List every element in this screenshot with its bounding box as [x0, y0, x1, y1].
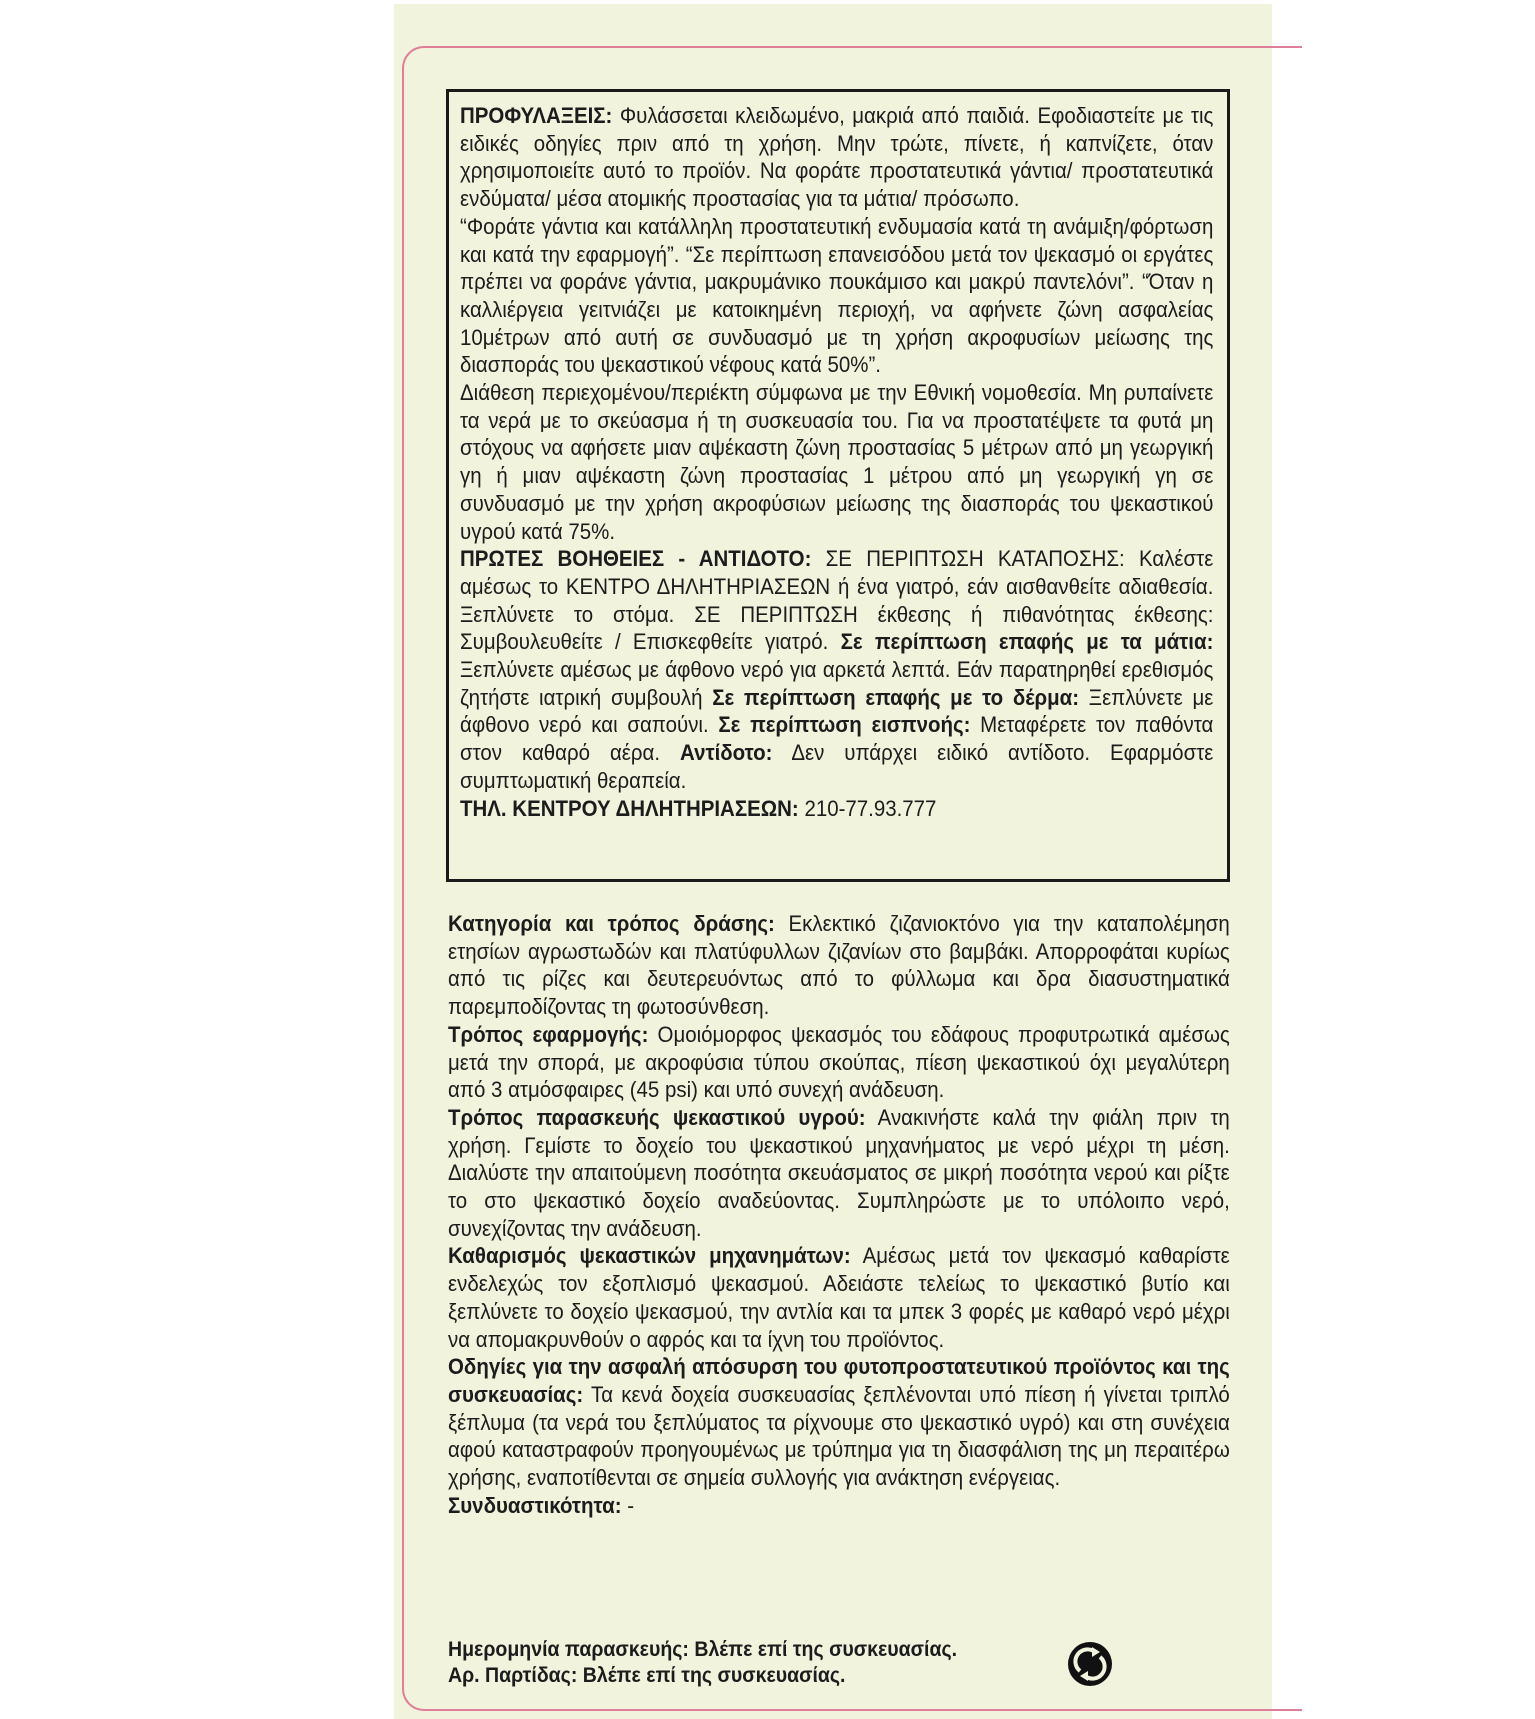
antidote-label: Αντίδοτο: [680, 740, 773, 766]
category-label: Κατηγορία και τρόπος δράσης: [448, 911, 775, 936]
recycle-icon [1067, 1641, 1113, 1687]
precautions-box [446, 89, 1230, 882]
ppe-paragraph: “Φοράτε γάντια και κατάλληλη προστατευτική ενδυμασία κατά τη ανάμιξη/φόρτωση και κατά την εφαρμογή”. “Σε περίπτωση επανεισόδου μετά τον ψεκασμό οι εργάτες πρέπει να φοράνε γάντια, μακρυμάνικο πουκάμισο και μακρύ παντελόνι”. “Όταν η καλλιέργεια γειτνιάζει με κατοικημένη περιοχή, να αφήνετε ζώνη ασφαλείας 10μέτρων από αυτή σε συνδυασμό με τη χρήση ακροφυσίων μείωσης της διασποράς του ψεκαστικού νέφους κατά 50%”. [460, 213, 1214, 378]
antidote-text: Δεν υπάρχει ειδικό αντίδοτο. Εφαρμόστε συμπτωματική θεραπεία. [460, 740, 1214, 793]
first-aid-text: ΣΕ ΠΕΡΙΠΤΩΣΗ ΚΑΤΑΠΟΣΗΣ: Καλέστε αμέσως το ΚΕΝΤΡΟ ΔΗΛΗΤΗΡΙΑΣΕΩΝ ή ένα γιατρό, εάν αισθανθείτε αδιαθεσία. Ξεπλύνετε το στόμα. ΣΕ ΠΕΡΙΠΤΩΣΗ έκθεσης ή πιθανότητας έκθεσης: Συμβουλευθείτε / Επισκεφθείτε γιατρό. [460, 546, 1214, 655]
preparation-label: Τρόπος παρασκευής ψεκαστικού υγρού: [448, 1104, 866, 1130]
preparation-paragraph [448, 1104, 1230, 1243]
compatibility-label: Συνδυαστικότητα: [448, 1492, 622, 1518]
safe-disposal-text: Τα κενά δοχεία συσκευασίας ξεπλένονται υπό πίεση ή γίνεται τριπλό ξέπλυμα (τα νερά του ξεπλύματος τα ρίχνουμε στο ψεκαστικό υγρό) και στη συνέχεια αφού καταστραφούν προηγουμένως με τρύπημα για τη διασφάλιση της μη περαιτέρω χρήσης, εναποτίθενται σε σημεία συλλογής για ανάκτηση ενέργειας. [448, 1381, 1230, 1491]
inhalation-label: Σε περίπτωση εισπνοής: [718, 712, 971, 738]
cleaning-label: Καθαρισμός ψεκαστικών μηχανημάτων: [448, 1243, 851, 1269]
compatibility-paragraph [448, 1492, 1230, 1520]
cleaning-paragraph [448, 1242, 1230, 1353]
category-paragraph [448, 910, 1230, 1021]
eyes-label: Σε περίπτωση επαφής με τα μάτια: [840, 629, 1214, 655]
footer [448, 1637, 1048, 1689]
eyes-text: Ξεπλύνετε αμέσως με άφθονο νερό για αρκετά λεπτά. Εάν παρατηρηθεί ερεθισμός ζητήστε ιατρική συμβουλή [460, 657, 1214, 710]
poison-center-line [460, 795, 1213, 823]
cleaning-text: Αμέσως μετά τον ψεκασμό καθαρίστε ενδελεχώς τον εξοπλισμό ψεκασμού. Αδειάστε τελείως το ψεκαστικό βυτίο και ξεπλύνετε το δοχείο ψεκασμού, την αντλία και τα μπεκ 3 φορές με καθαρό νερό μέχρι να απομακρυνθούν ο αφρός και τα ίχνη του προϊόντος. [448, 1243, 1230, 1352]
precautions-label: ΠΡΟΦΥΛΑΞΕΙΣ: [460, 103, 613, 128]
compatibility-text: - [627, 1492, 635, 1518]
skin-text: Ξεπλύνετε με άφθονο νερό και σαπούνι. [460, 684, 1214, 738]
production-date: Ημερομηνία παρασκευής: Βλέπε επί της συσκευασίας. [448, 1638, 958, 1661]
application-label: Τρόπος εφαρμογής: [448, 1021, 649, 1047]
precautions-paragraph [460, 102, 1213, 213]
safe-disposal-label: Οδηγίες για την ασφαλή απόσυρση του φυτοπροστατευτικού προϊόντος και της συσκευασίας: [448, 1354, 1230, 1407]
first-aid-label: ΠΡΩΤΕΣ ΒΟΗΘΕΙΕΣ - ΑΝΤΙΔΟΤΟ: [460, 546, 812, 572]
category-text: Εκλεκτικό ζιζανιοκτόνο για την καταπολέμηση ετησίων αγρωστωδών και πλατύφυλλων ζιζανίων στο βαμβάκι. Απορροφάται κυρίως από τις ρίζες και δευτερευόντως από το φύλλωμα και δρα διασυστηματικά παρεμποδίζοντας τη φωτοσύνθεση. [448, 911, 1230, 1020]
preparation-text: Ανακινήστε καλά την φιάλη πριν τη χρήση. Γεμίστε το δοχείο του ψεκαστικού μηχανήματος με νερό μέχρι τη μέση. Διαλύστε την απαιτούμενη ποσότητα σκευάσματος σε μικρή ποσότητα νερού και ρίξτε το στο ψεκαστικό δοχείο αναδεύοντας. Συμπληρώστε με το υπόλοιπο νερό, συνεχίζοντας την ανάδευση. [448, 1104, 1230, 1241]
batch-number: Αρ. Παρτίδας: Βλέπε επί της συσκευασίας. [448, 1664, 846, 1687]
skin-label: Σε περίπτωση επαφής με το δέρμα: [712, 684, 1080, 710]
poison-center-phone: 210-77.93.777 [804, 795, 937, 821]
application-text: Ομοιόμορφος ψεκασμός του εδάφους προφυτρωτικά αμέσως μετά την σπορά, με ακροφύσια τύπου σκούπας, πίεση ψεκαστικού όχι μεγαλύτερη από 3 ατμόσφαιρες (45 psi) και υπό συνεχή ανάδευση. [448, 1021, 1230, 1103]
inhalation-text: Μεταφέρετε τον παθόντα στον καθαρό αέρα. [460, 712, 1214, 766]
safe-disposal-paragraph [448, 1353, 1230, 1492]
first-aid-paragraph [460, 545, 1213, 794]
label-panel [394, 4, 1272, 1719]
application-paragraph [448, 1021, 1230, 1104]
precautions-text: Φυλάσσεται κλειδωμένο, μακριά από παιδιά. Εφοδιαστείτε με τις ειδικές οδηγίες πριν από τη χρήση. Μην τρώτε, πίνετε, ή καπνίζετε, όταν χρησιμοποιείτε αυτό το προϊόν. Να φοράτε προστατευτικά γάντια/ προστατευτικά ενδύματα/ μέσα ατομικής προστασίας για τα μάτια/ πρόσωπο. [460, 103, 1214, 212]
poison-center-label: ΤΗΛ. ΚΕΝΤΡΟΥ ΔΗΛΗΤΗΡΙΑΣΕΩΝ: [460, 795, 799, 821]
usage-instructions [448, 910, 1230, 1519]
disposal-paragraph: Διάθεση περιεχομένου/περιέκτη σύμφωνα με την Εθνική νομοθεσία. Μη ρυπαίνετε τα νερά με το σκεύασμα ή τη συσκευασία του. Για να προστατέψετε τα φυτά μη στόχους να αφήσετε μιαν αψέκαστη ζώνη προστασίας 5 μέτρων από μη γεωργική γη ή μιαν αψέκαστη ζώνη προστασίας 1 μέτρου από μη γεωργική γη σε συνδυασμό με την χρήση ακροφύσιων μείωσης της διασποράς του ψεκαστικού υγρού κατά 75%. [460, 380, 1214, 544]
